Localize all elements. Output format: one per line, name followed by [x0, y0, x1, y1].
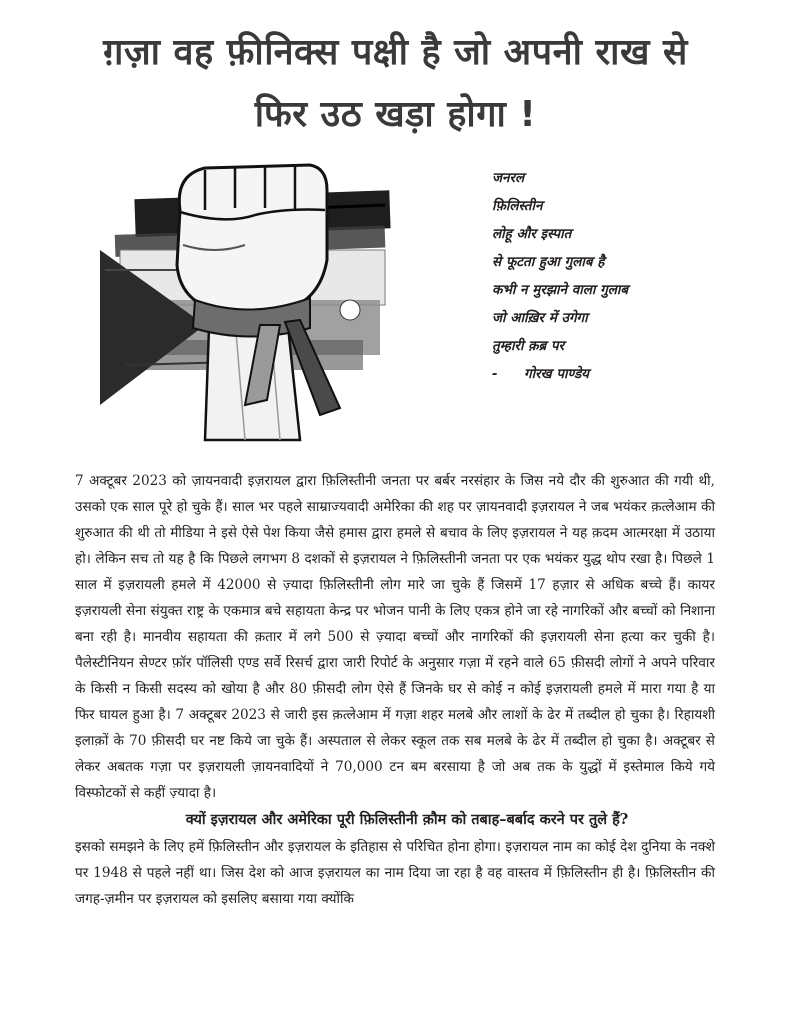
article-paragraph-1: 7 अक्टूबर 2023 को ज़ायनवादी इज़रायल द्वारा फ़िलिस्तीनी जनता पर बर्बर नरसंहार के जिस नये दौर की शुरुआत की गयी थी, उसको एक साल पूरे हो चुके हैं। साल भर पहले साम्राज्यवादी अमेरिका की शह पर ज़ायनवादी इज़रायल ने जब भयंकर क़त्लेआम की शुरुआत की थी तो मीडिया ने इसे ऐसे पेश किया जैसे हमास द्वारा हमले से बचाव के लिए इज़रायल ने यह क़दम आत्मरक्षा में उठाया हो। लेकिन सच तो यह है कि पिछले लगभग 8 दशकों से इज़रायल ने फ़िलिस्तीनी जनता पर एक भयंकर युद्ध थोप रखा है। पिछले 1 साल में इज़रायली हमले में 42000 से ज़्यादा फ़िलिस्तीनी लोग मारे जा चुके हैं जिसमें 17 हज़ार से अधिक बच्चे हैं। कायर इज़रायली सेना संयुक्त राष्ट्र के एकमात्र बचे सहायता केन्द्र पर भोजन पानी के लिए एकत्र होने जा रहे नागरिकों और बच्चों को निशाना बना रही है। मानवीय सहायता की क़तार में लगे 500 से ज़्यादा बच्चों और नागरिकों की इज़रायली सेना हत्या कर चुकी है। पैलेस्टीनियन सेण्टर फ़ॉर पॉलिसी एण्ड सर्वे रिसर्च द्वारा जारी रिपोर्ट के अनुसार गज़ा में रहने वाले 65 फ़ीसदी लोगों ने अपने परिवार के किसी न किसी सदस्य को खोया है और 80 फ़ीसदी लोग ऐसे हैं जिनके घर से कोई न कोई इज़रायली हमले में मारा गया है या फिर घायल हुआ है। 7 अक्टूबर 2023 से जारी इस क़त्लेआम में गज़ा शहर मलबे और लाशों के ढेर में तब्दील हो चुका है। रिहायशी इलाक़ों के 70 फ़ीसदी घर नष्ट किये जा चुके हैं। अस्पताल से लेकर स्कूल तक सब मलबे के ढेर में तब्दील हो चुका है। अक्टूबर से लेकर अबतक गज़ा पर इज़रायली ज़ायनवादियों ने 70,000 टन बम बरसाया है जो अब तक के युद्धों में इस्तेमाल किये गये विस्फोटकों से कहीं ज़्यादा है। — [75, 473, 715, 801]
poem — [492, 164, 782, 388]
poem-line: फ़िलिस्तीन — [492, 198, 543, 214]
title-line-2: फिर उठ खड़ा होगा ! — [254, 94, 537, 135]
article-paragraph-2: इसको समझने के लिए हमें फ़िलिस्तीन और इज़रायल के इतिहास से परिचित होना होगा। इज़रायल नाम का कोई देश दुनिया के नक्शे पर 1948 से पहले नहीं था। जिस देश को आज इज़रायल का नाम दिया जा रहा है वह वास्तव में फ़िलिस्तीन ही है। फ़िलिस्तीन की जगह-ज़मीन पर इज़रायल को इसलिए बसाया गया क्योंकि — [75, 839, 715, 907]
article-subheading: क्यों इज़रायल और अमेरिका पूरी फ़िलिस्तीनी क़ौम को तबाह–बर्बाद करने पर तुले हैं? — [185, 811, 629, 828]
poem-line: जनरल — [492, 170, 525, 186]
article-body — [75, 468, 715, 912]
title-line-1: ग़ज़ा वह फ़ीनिक्स पक्षी है जो अपनी राख से — [103, 32, 688, 73]
author-dash: - — [492, 366, 498, 382]
poem-author — [492, 360, 782, 388]
author-name: गोरख पाण्डेय — [524, 366, 589, 382]
raised-fist-flag-icon — [95, 150, 395, 450]
poem-line: तुम्हारी क़ब्र पर — [492, 338, 565, 354]
poem-line: से फूटता हुआ गुलाब है — [492, 254, 605, 270]
page-title — [40, 22, 751, 146]
poem-line: लोहू और इस्पात — [492, 226, 572, 242]
poem-line: जो आख़िर में उगेगा — [492, 310, 588, 326]
poem-line: कभी न मुरझाने वाला गुलाब — [492, 282, 629, 298]
